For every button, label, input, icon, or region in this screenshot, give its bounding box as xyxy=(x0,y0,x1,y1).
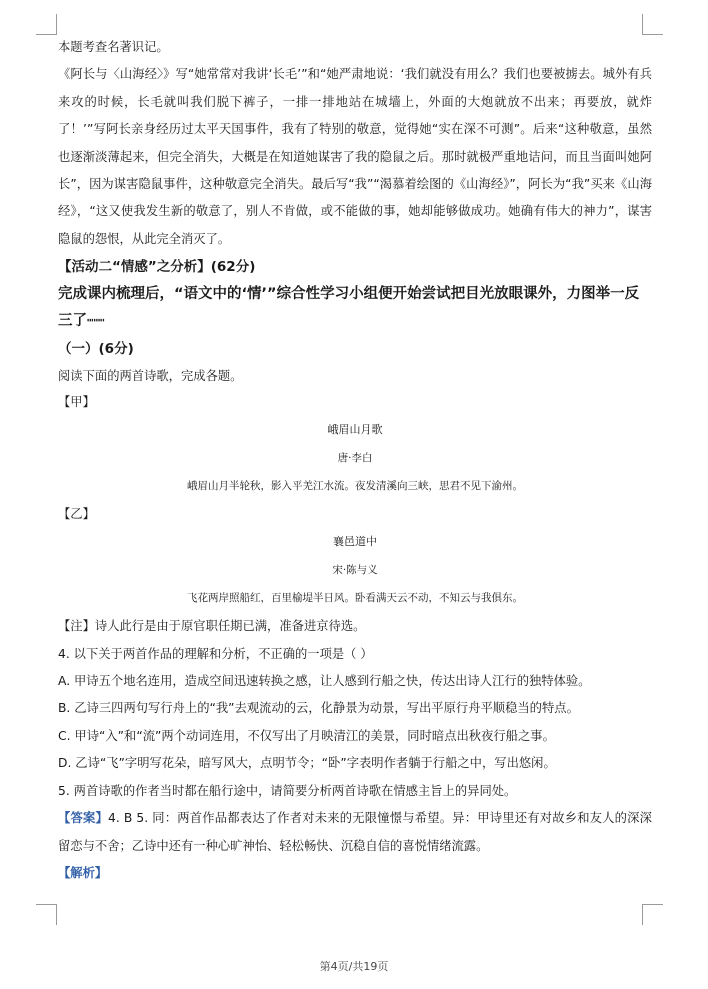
poem-b-title: 襄邑道中 xyxy=(333,535,377,549)
part-instruction: 阅读下面的两首诗歌，完成各题。 xyxy=(58,369,243,384)
poem-a-label: 【甲】 xyxy=(58,395,95,410)
poem-note: 【注】诗人此行是由于原官职任期已满，准备进京待选。 xyxy=(58,619,366,634)
intro-line: 本题考查名著识记。 xyxy=(58,40,169,54)
answer-label: 【答案】 xyxy=(58,811,108,826)
poem-b-label: 【乙】 xyxy=(58,507,95,522)
poem-a-author: 唐·李白 xyxy=(337,452,373,465)
question-4-option-c: C. 甲诗“入”和“流”两个动词连用，不仅写出了月映清江的美景，同时暗点出秋夜行船之事。 xyxy=(58,728,555,743)
question-5-stem: 5. 两首诗歌的作者当时都在船行途中，请简要分析两首诗歌在情感主旨上的异同处。 xyxy=(58,783,517,798)
analysis-label: 【解析】 xyxy=(58,865,108,880)
poem-a-title: 峨眉山月歌 xyxy=(327,423,383,437)
crop-mark-top-left xyxy=(36,14,57,35)
poem-b-lines: 飞花两岸照船红，百里榆堤半日风。卧看满天云不动，不知云与我俱东。 xyxy=(187,592,523,605)
question-4-option-a: A. 甲诗五个地名连用，造成空间迅速转换之感，让人感到行船之快，传达出诗人江行的独特体验。 xyxy=(58,674,591,689)
activity-description: 完成课内梳理后，“语文中的‘情’”综合性学习小组便开始尝试把目光放眼课外，力图举一反三了┉┉ xyxy=(58,286,640,330)
intro-paragraph: 《阿长与〈山海经〉》写“她常常对我讲‘长毛’”和“她严肃地说：‘我们就没有用么？我们也要被掳去。城外有兵来攻的时候，长毛就叫我们脱下裤子，一排一排地站在城墙上，外面的大炮就放不出来；再要放，就炸了！’”写阿长亲身经历过太平天国事件，我有了特别的敬意，觉得她“实在深不可测”。后来“这种敬意，虽然也逐渐淡薄起来，但完全消失，大概是在知道她谋害了我的隐鼠之后。那时就极严重地诘问，而且当面叫她阿长”，因为谋害隐鼠事件，这种敬意完全消失。最后写“我”“渴慕着绘图的《山海经》”，阿长为“我”买来《山海经》，“这又使我发生新的敬意了，别人不肯做，或不能做的事，她却能够做成功。她确有伟大的神力”，谋害隐鼠的怨恨，从此完全消灭了。 xyxy=(58,67,652,246)
crop-mark-bottom-right xyxy=(642,904,663,925)
crop-mark-bottom-left xyxy=(36,904,57,925)
poem-b-author: 宋·陈与义 xyxy=(332,564,378,577)
part-title: （一）(6分) xyxy=(58,341,134,358)
question-4-stem: 4. 以下关于两首作品的理解和分析，不正确的一项是（ ） xyxy=(58,646,373,661)
answer-block xyxy=(58,805,652,860)
poem-a-lines: 峨眉山月半轮秋，影入平羌江水流。夜发清溪向三峡，思君不见下渝州。 xyxy=(187,480,523,493)
answer-text: 4. B 5. 同：两首作品都表达了作者对未来的无限憧憬与希望。异：甲诗里还有对故乡和友人的深深留恋与不舍；乙诗中还有一种心旷神怡、轻松畅快、沉稳自信的喜悦情绪流露。 xyxy=(58,811,652,853)
question-4-option-b: B. 乙诗三四两句写行舟上的“我”去观流动的云，化静景为动景，写出平原行舟平顺稳当的特点。 xyxy=(58,701,579,716)
crop-mark-top-right xyxy=(642,14,663,35)
activity-title: 【活动二“情感”之分析】(62分) xyxy=(58,259,256,276)
page-content xyxy=(58,34,652,887)
page-number: 第4页/共19页 xyxy=(319,960,389,973)
question-4-option-d: D. 乙诗“飞”字明写花朵，暗写风大，点明节令；“卧”字表明作者躺于行船之中，写出悠闲。 xyxy=(58,756,556,771)
analysis-block xyxy=(58,860,652,887)
